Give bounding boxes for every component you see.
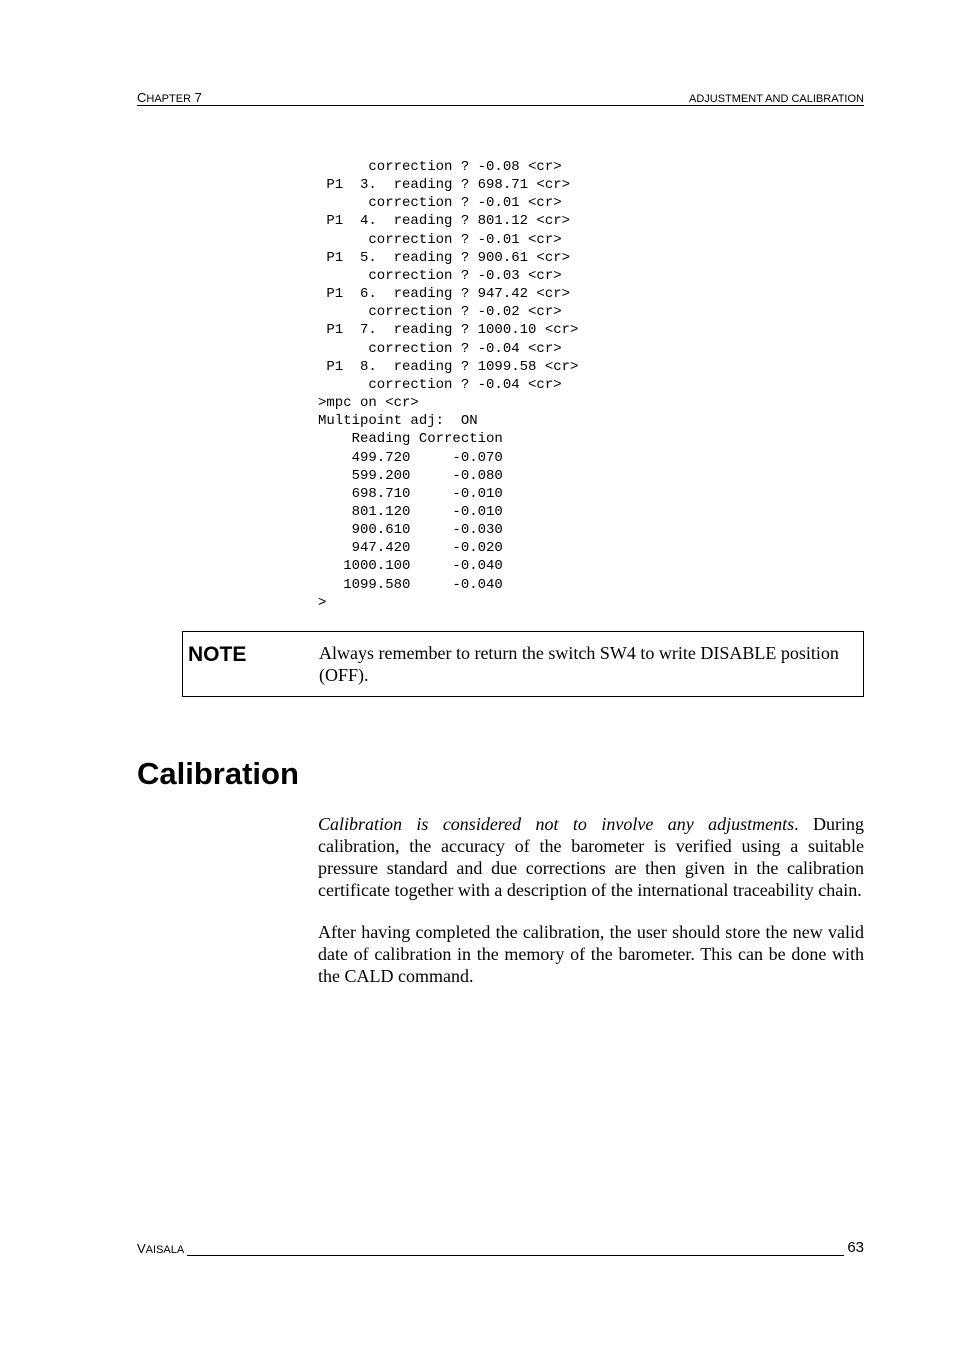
terminal-line: correction ? -0.01 <cr> bbox=[318, 231, 562, 248]
footer-rule bbox=[137, 1255, 864, 1256]
section-title: Calibration bbox=[137, 756, 299, 791]
terminal-line: P1 8. reading ? 1099.58 <cr> bbox=[318, 358, 579, 375]
terminal-line: P1 3. reading ? 698.71 <cr> bbox=[318, 177, 571, 194]
terminal-line: 947.420 -0.020 bbox=[318, 540, 503, 557]
page-number: 63 bbox=[844, 1239, 864, 1256]
paragraph-2: After having completed the calibration, the user should store the new valid date of calibration in the memory of the barometer. This can be done with the CALD command. bbox=[318, 922, 864, 986]
terminal-line: > bbox=[318, 594, 327, 611]
terminal-line: correction ? -0.08 <cr> bbox=[318, 159, 562, 175]
terminal-line: P1 7. reading ? 1000.10 <cr> bbox=[318, 322, 579, 339]
terminal-line: 1099.580 -0.040 bbox=[318, 576, 503, 593]
note-label: NOTE bbox=[188, 643, 247, 666]
chapter-label: CHAPTER 7 bbox=[137, 90, 202, 105]
terminal-line: correction ? -0.01 <cr> bbox=[318, 195, 562, 212]
page-footer bbox=[137, 1240, 864, 1260]
note-text: Always remember to return the switch SW4 to write DISABLE position (OFF). bbox=[319, 643, 839, 685]
terminal-line: correction ? -0.04 <cr> bbox=[318, 376, 562, 393]
terminal-line: 1000.100 -0.040 bbox=[318, 558, 503, 575]
paragraph-1-rest: . During calibration, the accuracy of the barometer is verified using a suitable pressure standard and due corrections are then given in the calibration certificate together with a description of the international traceability chain. bbox=[318, 814, 865, 900]
terminal-line: Reading Correction bbox=[318, 431, 503, 448]
terminal-line: P1 5. reading ? 900.61 <cr> bbox=[318, 249, 571, 266]
paragraph-1 bbox=[318, 813, 864, 901]
terminal-line: 900.610 -0.030 bbox=[318, 522, 503, 539]
terminal-line: 599.200 -0.080 bbox=[318, 467, 503, 484]
terminal-line: correction ? -0.03 <cr> bbox=[318, 267, 562, 284]
terminal-line: 499.720 -0.070 bbox=[318, 449, 503, 466]
terminal-line: Multipoint adj: ON bbox=[318, 413, 478, 430]
terminal-line: 801.120 -0.010 bbox=[318, 503, 503, 520]
terminal-line: >mpc on <cr> bbox=[318, 395, 419, 412]
paragraph-1-emphasis: Calibration is considered not to involve any adjustments bbox=[318, 814, 795, 834]
terminal-output bbox=[318, 158, 578, 612]
terminal-line: P1 6. reading ? 947.42 <cr> bbox=[318, 286, 571, 303]
page-header bbox=[137, 90, 864, 110]
header-rule bbox=[137, 105, 864, 106]
section-body bbox=[318, 813, 864, 1007]
terminal-line: correction ? -0.04 <cr> bbox=[318, 340, 562, 357]
terminal-line: 698.710 -0.010 bbox=[318, 485, 503, 502]
section-label: ADJUSTMENT AND CALIBRATION bbox=[688, 93, 864, 105]
terminal-line: P1 4. reading ? 801.12 <cr> bbox=[318, 213, 571, 230]
note-box bbox=[182, 631, 864, 697]
terminal-line: correction ? -0.02 <cr> bbox=[318, 304, 562, 321]
brand-label: VAISALA bbox=[137, 1240, 187, 1258]
